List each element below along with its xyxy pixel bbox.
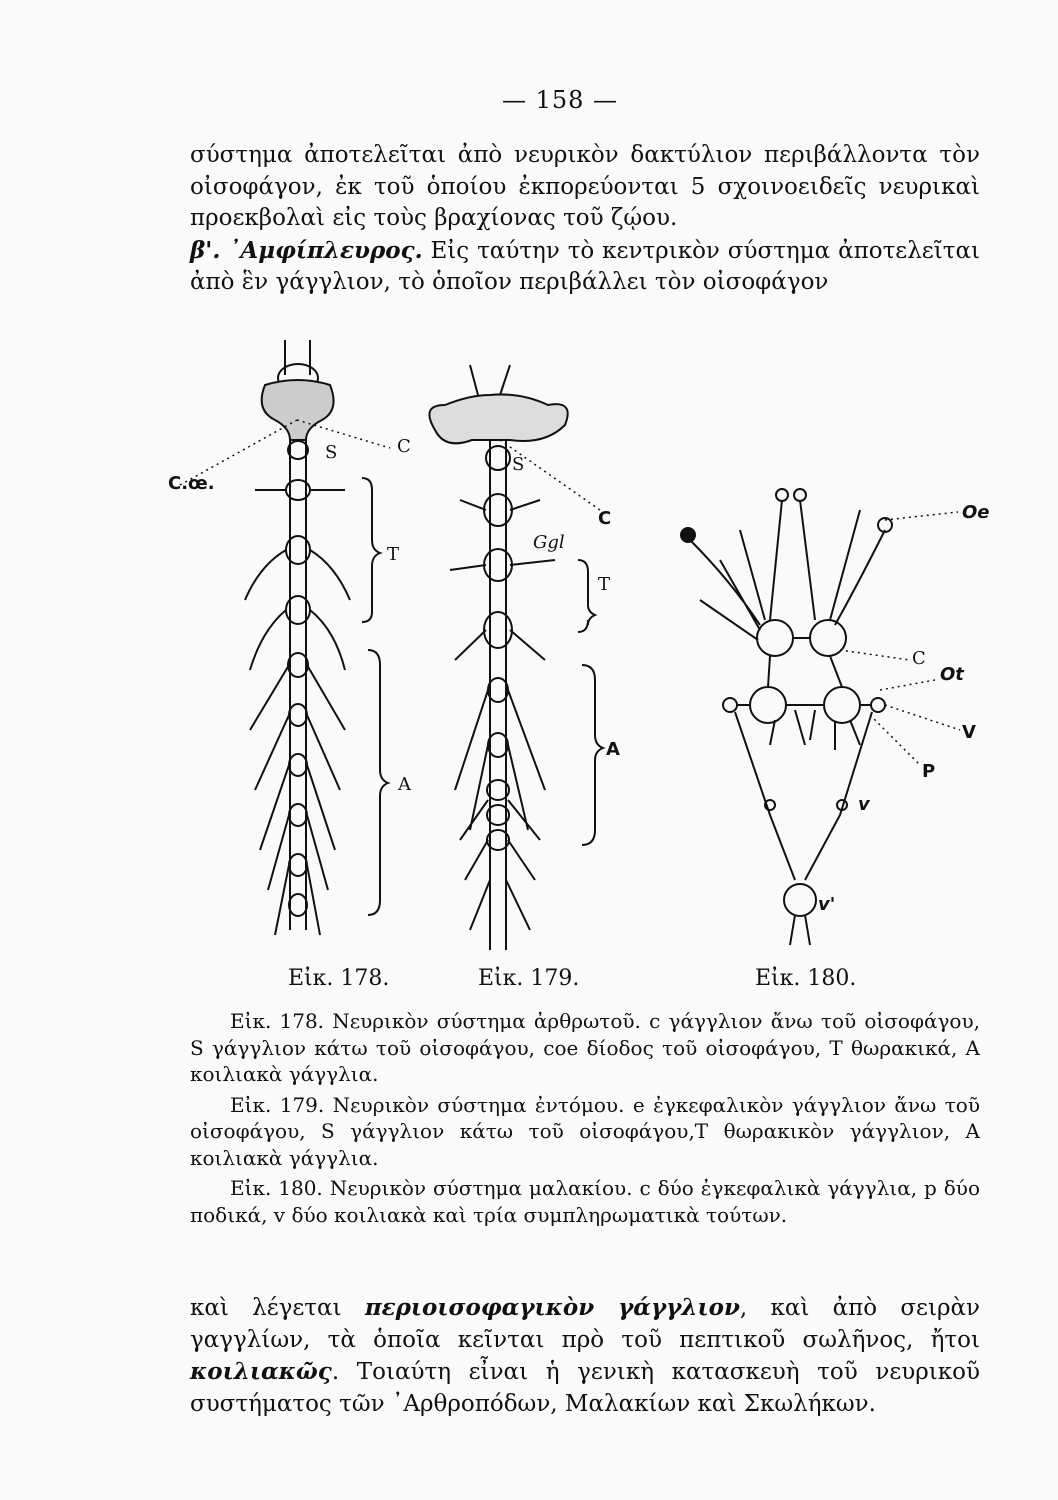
fig180-label-ot: Ot (940, 664, 964, 685)
fig179-drawing (429, 365, 603, 950)
fig178-caption-label: Εἰκ. 178. (288, 966, 390, 991)
fig180-label-v2: v' (818, 894, 836, 915)
fig178-label-s: S (325, 442, 338, 463)
fig178-label-t: T (387, 544, 400, 565)
fig180-caption-label: Εἰκ. 180. (755, 966, 857, 991)
fig180-label-v: V (962, 722, 976, 743)
closing-text-2: , καὶ ἀπὸ σειρὰν γαγγλίων, τὰ ὁποῖα κεῖνται πρὸ τοῦ πεπτικοῦ σωλῆνος, ἤτοι (190, 1295, 980, 1353)
fig180-label-oe: Oe (962, 502, 990, 523)
closing-term-2: κοιλιακῶς (190, 1358, 332, 1385)
section-label: β'. ᾿Αμφίπλευρος. (190, 236, 423, 264)
fig178-label-c: C (397, 436, 411, 457)
intro-text-2: Εἰς ταύτην τὸ κεντρικὸν σύστημα ἀποτελεῖται ἀπὸ ἓν γάγγλιον, τὸ ὁποῖον περιβάλλει τὸν οἰσοφάγον (190, 237, 980, 295)
caption-180: Εἰκ. 180. Νευρικὸν σύστημα μαλακίου. c δύο ἐγκεφαλικὰ γάγγλια, p δύο ποδικά, v δύο κοιλιακὰ καὶ τρία συμπληρωματικὰ τούτων. (190, 1176, 980, 1227)
intro-text-1: σύστημα ἀποτελεῖται ἀπὸ νευρικὸν δακτύλιον περιβάλλοντα τὸν οἰσοφάγον, ἐκ τοῦ ὁποίου ἐκπορεύονται 5 σχοινοειδεῖς νευρικαὶ προεκβολαὶ εἰς τοὺς βραχίονας τοῦ ζῴου. (190, 142, 980, 231)
fig178-drawing (180, 340, 390, 935)
fig179-label-c: C (598, 508, 612, 529)
closing-paragraph (190, 1292, 980, 1420)
closing-term-1: περιοισοφαγικὸν γάγγλιον (364, 1294, 740, 1321)
figure-captions (190, 1008, 980, 1232)
fig180-label-v1: v (858, 794, 870, 815)
fig179-label-ggl: Ggl (533, 532, 565, 553)
caption-179: Εἰκ. 179. Νευρικὸν σύστημα ἐντόμου. e ἐγκεφαλικὸν γάγγλιον ἄνω τοῦ οἰσοφάγου, S γάγγλιον κάτω τοῦ οἰσοφάγου,T θωρακικὸν γάγγλιον, A κοιλιακὰ γάγγλια. (190, 1092, 980, 1170)
fig180-drawing (681, 489, 960, 945)
fig180-label-p: P (922, 761, 936, 782)
closing-text-3: . Τοιαύτη εἶναι ἡ γενικὴ κατασκευὴ τοῦ νευρικοῦ συστήματος τῶν ᾿Αρθροπόδων, Μαλακίων καὶ Σκωλήκων. (190, 1359, 980, 1417)
fig179-label-a: A (606, 739, 620, 760)
closing-text-1: καὶ λέγεται (190, 1295, 365, 1321)
fig180-label-c: C (912, 648, 926, 669)
caption-178: Εἰκ. 178. Νευρικὸν σύστημα ἀρθρωτοῦ. c γάγγλιον ἄνω τοῦ οἰσοφάγου, S γάγγλιον κάτω τοῦ οἰσοφάγου, coe δίοδος τοῦ οἰσοφάγου, T θωρακικά, A κοιλιακὰ γάγγλια. (190, 1009, 980, 1086)
fig179-label-s: S (512, 454, 525, 475)
fig178-label-coe: C.œ. (168, 473, 215, 494)
fig179-caption-label: Εἰκ. 179. (478, 966, 580, 991)
fig179-label-t: T (598, 574, 611, 595)
fig178-label-a: A (398, 774, 411, 795)
page-number: — 158 — (501, 86, 619, 114)
